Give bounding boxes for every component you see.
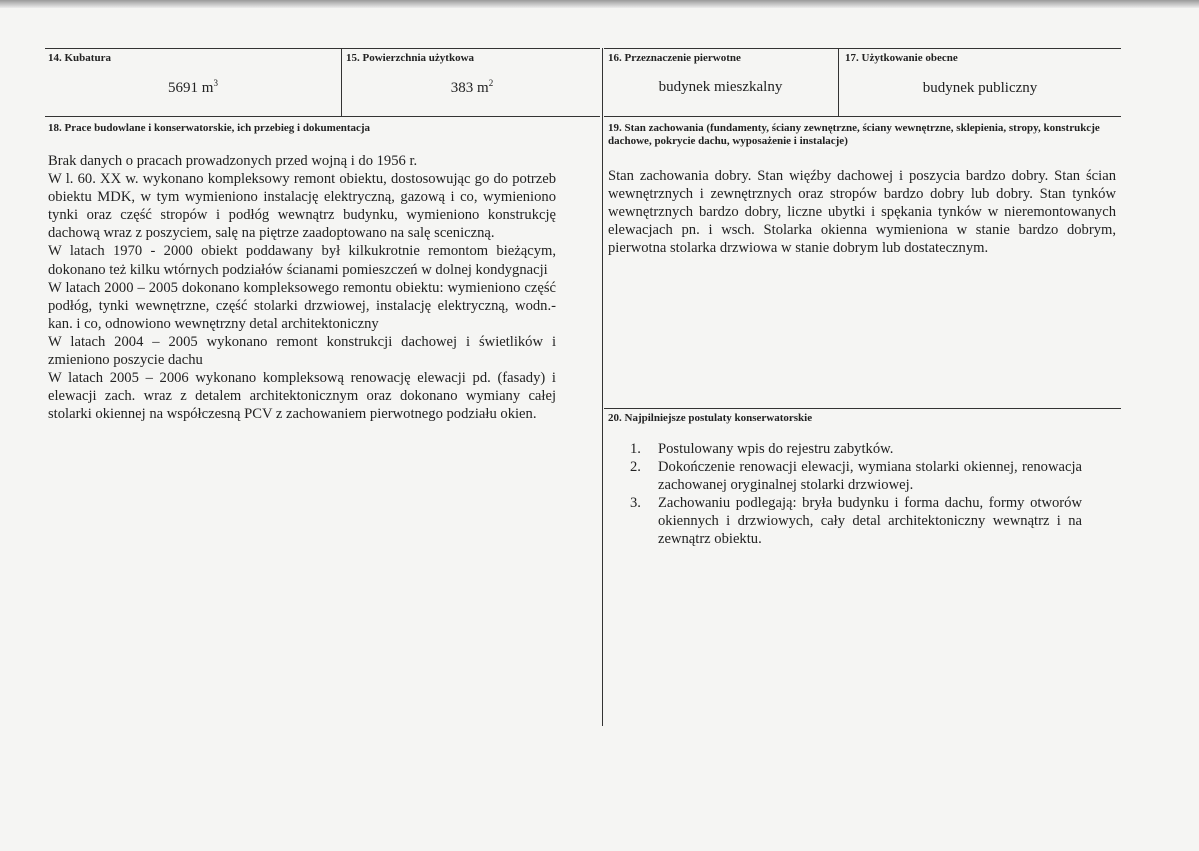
postulates-list [630,440,1082,549]
rule-row1-right [604,116,1121,117]
rule-row1-left [45,116,600,117]
field-15-label: 15. Powierzchnia użytkowa [346,52,475,64]
field-14-value: 5691 $m^3$ [168,78,218,96]
rule-field20 [604,408,1121,409]
paragraph: Brak danych o pracach prowadzonych przed wojną i do 1956 r. [48,153,418,169]
paragraph: W latach 2004 – 2005 wykonano remont konstrukcji dachowej i świetlików i zmieniono poszycie dachu [48,333,556,369]
field-18-text [48,152,556,423]
rule-top-left [45,48,600,49]
field-15-value: 383 $m^2$ [450,78,494,96]
field-18-label: 18. Prace budowlane i konserwatorskie, ich przebieg i dokumentacja [48,122,371,134]
paragraph: W latach 2005 – 2006 wykonano kompleksową renowację elewacji pd. (fasady) i elewacji zach. wraz z detalem architektonicznym oraz dokonano wymiany całej stolarki okiennej na współczesną PCV z zachowaniem pierwotnego podziału okien. [48,370,556,423]
rule-top-right [604,48,1121,49]
paragraph: W l. 60. XX w. wykonano kompleksowy remont obiektu, dostosowując go do potrzeb obiektu MDK, w tym wymieniono instalację elektryczną, gazową i co, wymieniono tynki oraz część stropów i podłóg wewnątrz budynku, wymieniono konstrukcję dachową wraz z poszyciem, salę na piętrze zaadoptowano na salę sceniczną. [48,171,556,242]
scan-top-edge [0,0,1199,8]
field-17-label: 17. Użytkowanie obecne [845,52,958,64]
paragraph: W latach 2000 – 2005 dokonano kompleksowego remontu obiektu: wymieniono część podłóg, tynki wewnętrzne, część stolarki drzwiowej, instalację elektryczną, wodn.-kan. i co, odnowiono wewnętrzny detal architektoniczny [48,279,556,332]
field-19-text: Stan zachowania dobry. Stan więźby dachowej i poszycia bardzo dobry. Stan ścian wewnętrznych i zewnętrznych oraz stropów bardzo dobry lub dobry. Stan tynków wewnętrznych bardzo dobry, liczne ubytki i spękania tynków w nieremontowanych elewacjach pn. i wsch. Stolarka okienna wymieniona w stanie bardzo dobrym, pierwotna stolarka drzwiowa w stanie dobrym lub dostatecznym. [608,168,1116,257]
list-item: 1. Postulowany wpis do rejestru zabytków. [630,441,894,457]
field-17-value: budynek publiczny [922,80,1038,96]
field-19-label: 19. Stan zachowania (fundamenty, ściany zewnętrzne, ściany wewnętrzne, sklepienia, stropy, konstrukcje dachowe, pokrycie dachu, wyposażenie i instalacje) [608,122,1100,147]
field-14-label: 14. Kubatura [48,52,111,64]
field-20-label: 20. Najpilniejsze postulaty konserwatorskie [608,412,813,424]
field-16-value: budynek mieszkalny [658,79,783,95]
list-item: 2. Dokończenie renowacji elewacji, wymiana stolarki okiennej, renowacja zachowanej oryginalnej stolarki drzwiowej. [630,459,1082,494]
field-16-label: 16. Przeznaczenie pierwotne [608,52,741,64]
list-item: 3. Zachowaniu podlegają: bryła budynku i forma dachu, formy otworów okiennych i drzwiowych, cały detal architektoniczny wewnątrz i na zewnątrz obiektu. [630,495,1082,548]
divider-center [602,48,603,726]
paragraph: W latach 1970 - 2000 obiekt poddawany był kilkukrotnie remontom bieżącym, dokonano też kilku wtórnych podziałów ścianami pomieszczeń w dolnej kondygnacji [48,243,556,278]
